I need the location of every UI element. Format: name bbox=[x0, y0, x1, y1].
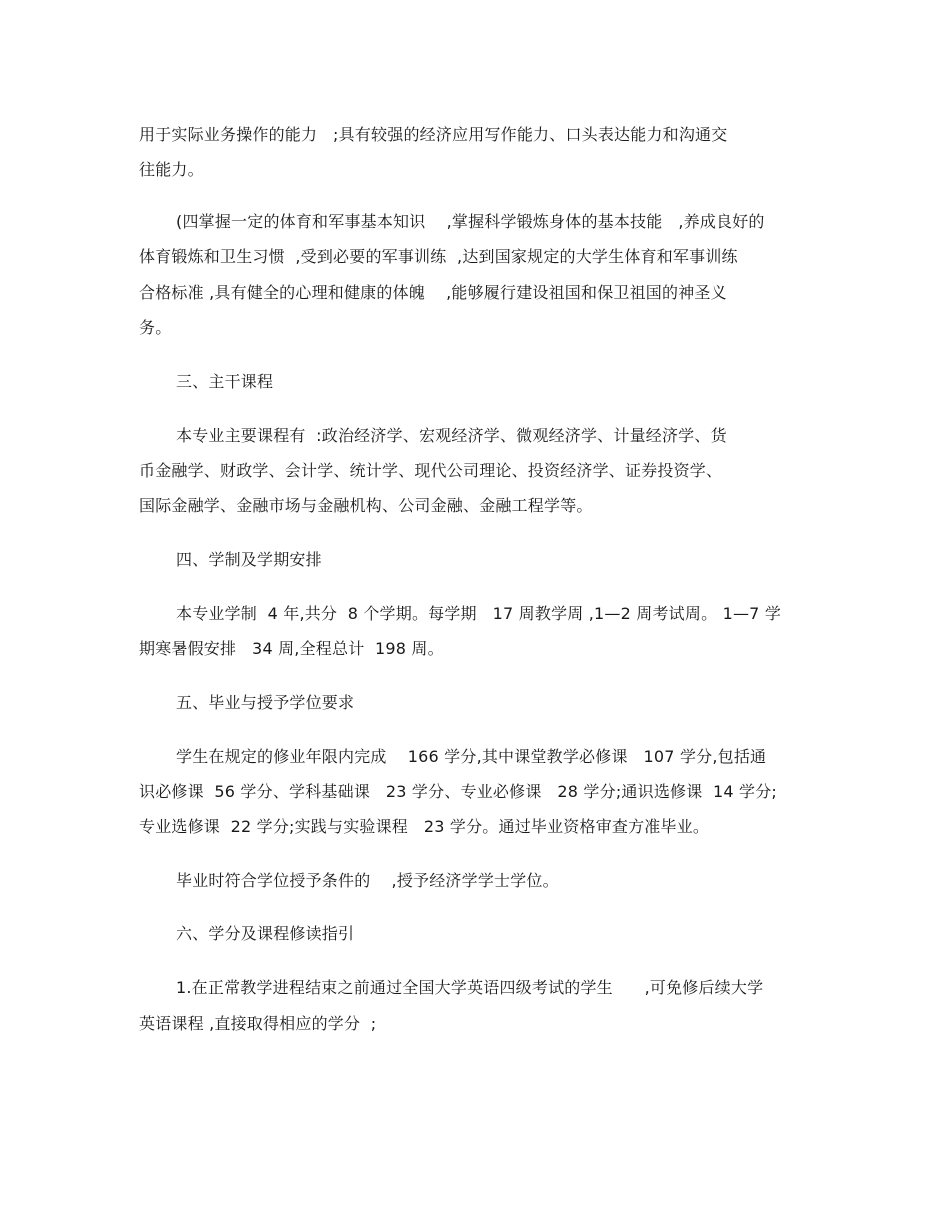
text-line: 国际金融学、金融市场与金融机构、公司金融、金融工程学等。 bbox=[139, 496, 593, 515]
text-line: 毕业时符合学位授予条件的 ,授予经济学学士学位。 bbox=[176, 871, 559, 890]
text-line: 学生在规定的修业年限内完成 166 学分,其中课堂教学必修课 107 学分,包括通 bbox=[176, 747, 767, 766]
text-line: 期寒暑假安排 34 周,全程总计 198 周。 bbox=[139, 639, 444, 658]
text-line: 体育锻炼和卫生习惯 ,受到必要的军事训练 ,达到国家规定的大学生体育和军事训练 bbox=[139, 247, 738, 266]
text-line: 本专业主要课程有 :政治经济学、宏观经济学、微观经济学、计量经济学、货 bbox=[176, 426, 727, 445]
section-heading: 六、学分及课程修读指引 bbox=[176, 924, 355, 943]
text-line: 识必修课 56 学分、学科基础课 23 学分、专业必修课 28 学分;通识选修课 14 学分; bbox=[139, 782, 778, 801]
text-line: 本专业学制 4 年,共分 8 个学期。每学期 17 周教学周 ,1—2 周考试周。 1—7 学 bbox=[176, 604, 782, 623]
text-line: 往能力。 bbox=[139, 160, 204, 179]
section-heading: 四、学制及学期安排 bbox=[176, 550, 322, 569]
text-line: 用于实际业务操作的能力 ;具有较强的经济应用写作能力、口头表达能力和沟通交 bbox=[139, 125, 728, 144]
text-line: 币金融学、财政学、会计学、统计学、现代公司理论、投资经济学、证券投资学、 bbox=[139, 461, 723, 480]
text-line: 合格标准 ,具有健全的心理和健康的体魄 ,能够履行建设祖国和保卫祖国的神圣义 bbox=[139, 283, 727, 302]
text-line: (四掌握一定的体育和军事基本知识 ,掌握科学锻炼身体的基本技能 ,养成良好的 bbox=[176, 212, 765, 231]
text-line: 务。 bbox=[139, 318, 172, 337]
section-heading: 三、主干课程 bbox=[176, 372, 274, 391]
text-line: 英语课程 ,直接取得相应的学分 ; bbox=[139, 1014, 377, 1033]
text-line: 1.在正常教学进程结束之前通过全国大学英语四级考试的学生 ,可免修后续大学 bbox=[176, 978, 764, 997]
section-heading: 五、毕业与授予学位要求 bbox=[176, 693, 355, 712]
text-line: 专业选修课 22 学分;实践与实验课程 23 学分。通过毕业资格审查方准毕业。 bbox=[139, 817, 710, 836]
